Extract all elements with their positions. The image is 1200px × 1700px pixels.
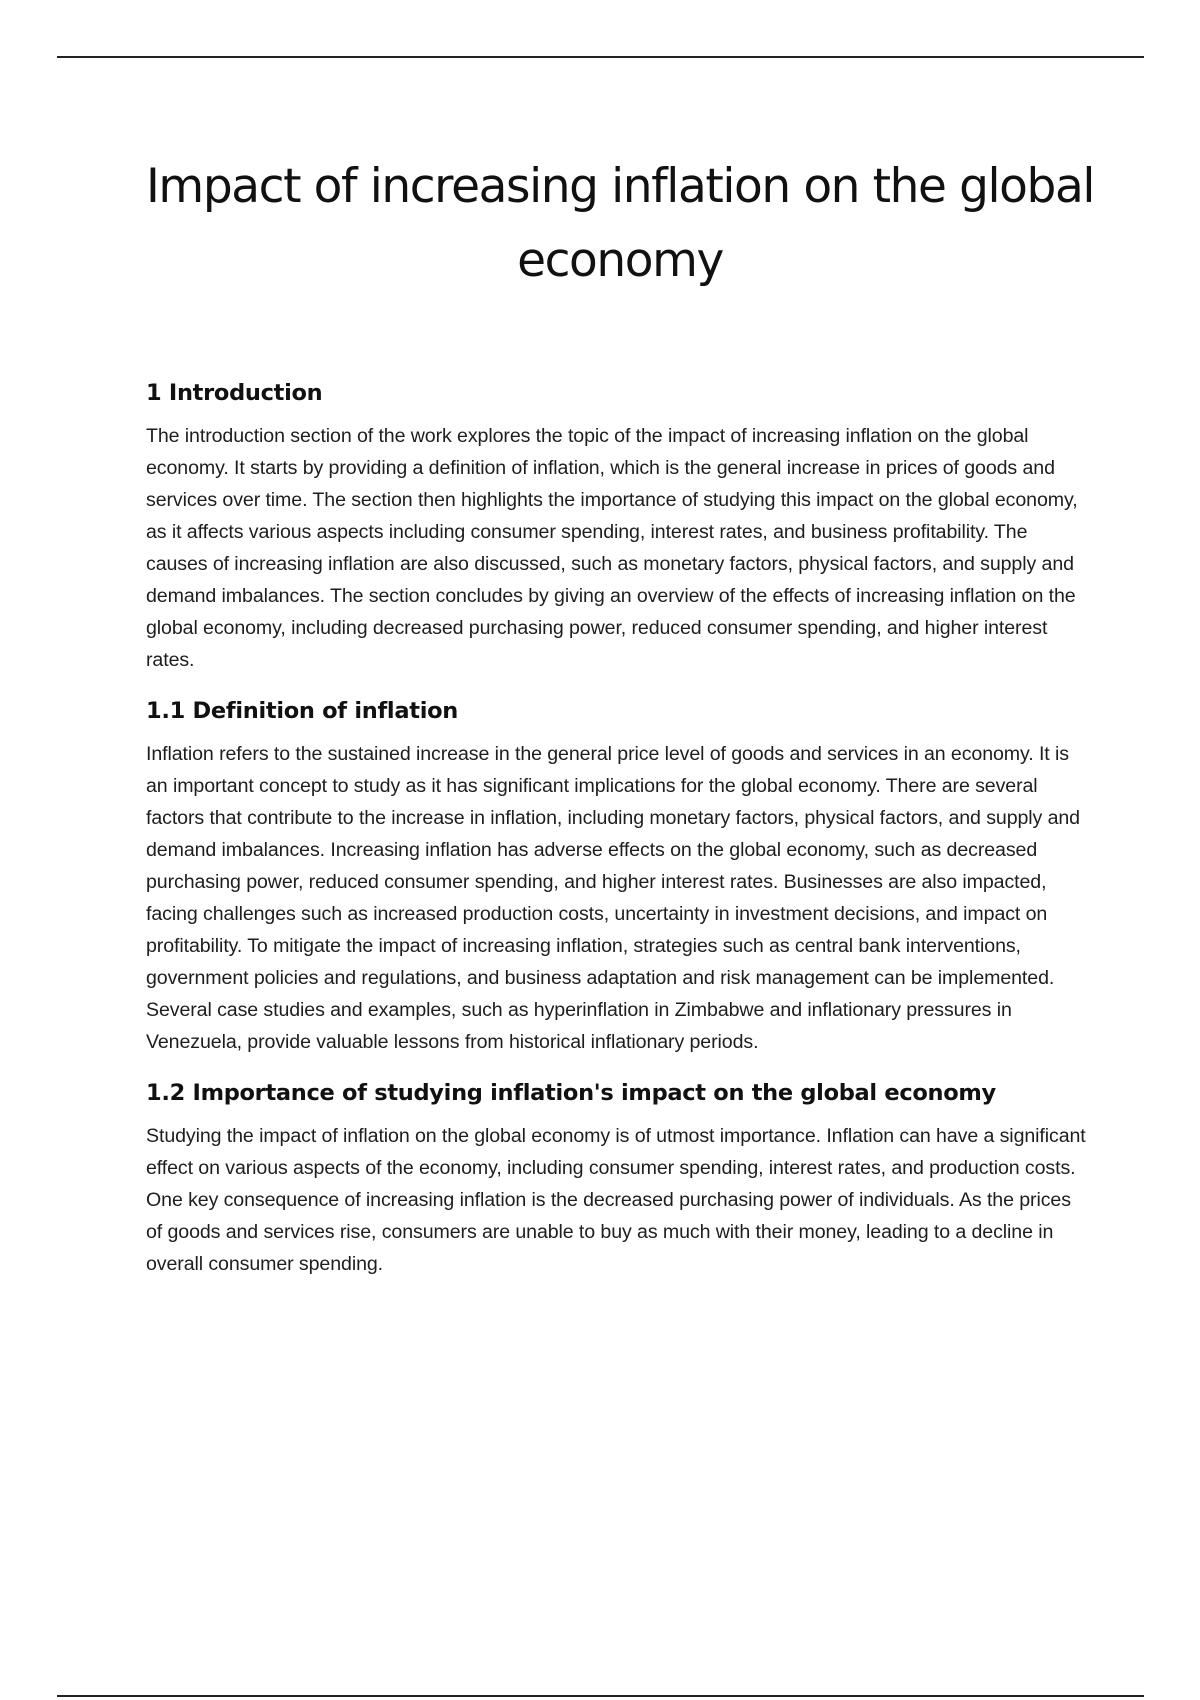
- section-heading: 1.2 Importance of studying inflation's impact on the global economy: [146, 1080, 996, 1106]
- document-title: Impact of increasing inflation on the global economy: [145, 159, 1095, 288]
- section-heading: 1.1 Definition of inflation: [146, 698, 458, 724]
- section-paragraph: Inflation refers to the sustained increase in the general price level of goods and services in an economy. It is an important concept to study as it has significant implications for the global economy. There are several factors that contribute to the increase in inflation, including monetary factors, physical factors, and supply and demand imbalances. Increasing inflation has adverse effects on the global economy, such as decreased purchasing power, reduced consumer spending, and higher interest rates. Businesses are also impacted, facing challenges such as increased production costs, uncertainty in investment decisions, and impact on profitability. To mitigate the impact of increasing inflation, strategies such as central bank interventions, government policies and regulations, and business adaptation and risk management can be implemented. Several case studies and examples, such as hyperinflation in Zimbabwe and inflationary pressures in Venezuela, provide valuable lessons from historical inflationary periods.: [146, 743, 1080, 1053]
- section-paragraph: Studying the impact of inflation on the global economy is of utmost importance. Inflation can have a significant effect on various aspects of the economy, including consumer spending, interest rates, and production costs. One key consequence of increasing inflation is the decreased purchasing power of individuals. As the prices of goods and services rise, consumers are unable to buy as much with their money, leading to a decline in overall consumer spending.: [146, 1125, 1086, 1275]
- section-paragraph: The introduction section of the work explores the topic of the impact of increasing inflation on the global economy. It starts by providing a definition of inflation, which is the general increase in prices of goods and services over time. The section then highlights the importance of studying this impact on the global economy, as it affects various aspects including consumer spending, interest rates, and business profitability. The causes of increasing inflation are also discussed, such as monetary factors, physical factors, and supply and demand imbalances. The section concludes by giving an overview of the effects of increasing inflation on the global economy, including decreased purchasing power, reduced consumer spending, and higher interest rates.: [146, 425, 1078, 671]
- section-introduction: [146, 378, 1090, 676]
- footer-rule: [57, 1695, 1144, 1697]
- section-heading: 1 Introduction: [146, 380, 323, 406]
- document-body: [146, 378, 1090, 1300]
- header-rule: [57, 56, 1144, 58]
- section-importance-of-studying: [146, 1078, 1090, 1280]
- section-definition-of-inflation: [146, 696, 1090, 1058]
